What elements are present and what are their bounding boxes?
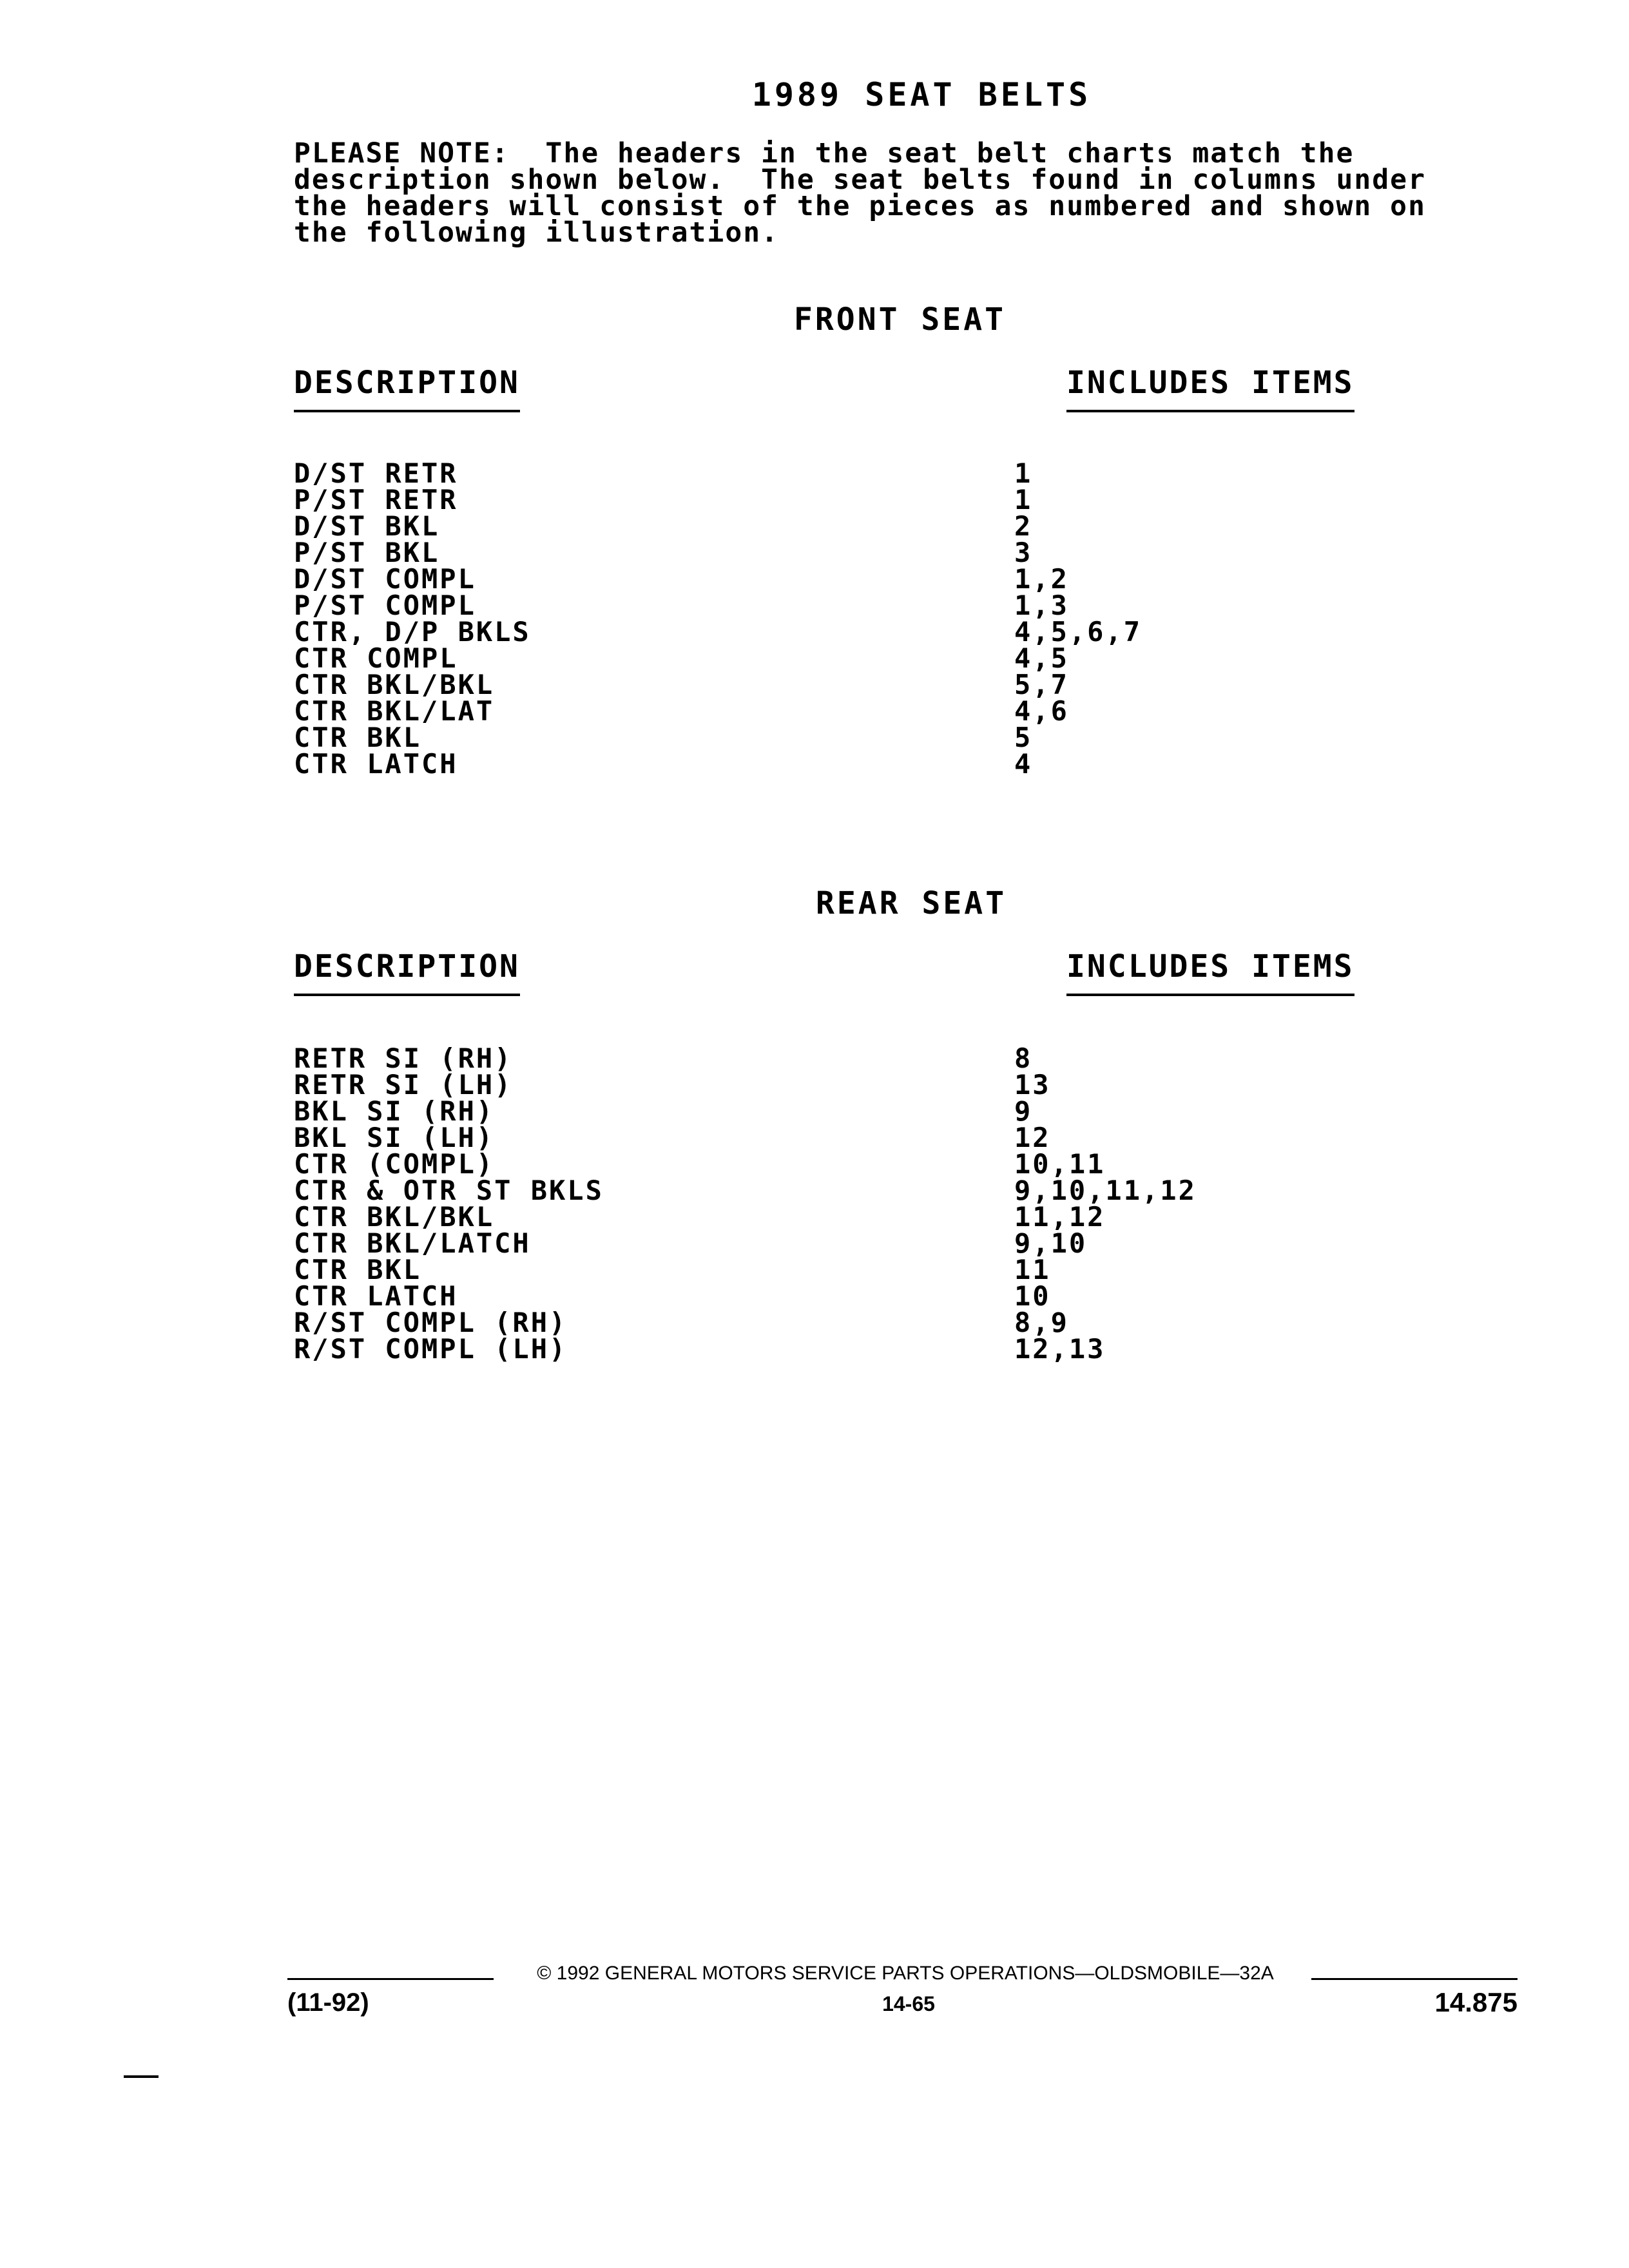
row-description: CTR BKL/BKL — [294, 669, 495, 700]
table-row — [294, 1280, 1401, 1312]
row-description: CTR BKL/LATCH — [294, 1227, 531, 1259]
row-items: 1 — [1014, 457, 1033, 489]
row-description: BKL SI (RH) — [294, 1095, 495, 1127]
row-items: 4,5 — [1014, 642, 1069, 674]
table-row — [294, 1256, 1401, 1283]
rear-includes-items-header: INCLUDES ITEMS — [1066, 948, 1354, 996]
row-items: 13 — [1014, 1069, 1051, 1100]
table-row — [294, 1069, 1401, 1100]
note-line: PLEASE NOTE: The headers in the seat belt charts match the — [294, 137, 1354, 169]
row-description: P/ST RETR — [294, 484, 458, 515]
row-items: 5,7 — [1014, 669, 1069, 700]
note-line: description shown below. The seat belts found in columns under — [294, 164, 1426, 196]
table-row — [294, 539, 1401, 566]
row-description: D/ST COMPL — [294, 563, 476, 595]
row-items: 11,12 — [1014, 1201, 1106, 1233]
footer-rule-left — [287, 1978, 494, 1980]
row-items: 4,5,6,7 — [1014, 616, 1142, 648]
footer-revision-date: (11-92) — [287, 1988, 369, 2017]
row-description: CTR BKL — [294, 722, 422, 753]
table-row — [294, 510, 1401, 542]
row-items: 2 — [1014, 510, 1033, 542]
row-description: CTR LATCH — [294, 1280, 458, 1312]
table-row — [294, 671, 1401, 698]
table-row — [294, 1177, 1401, 1204]
table-row — [294, 457, 1401, 489]
row-items: 12,13 — [1014, 1333, 1106, 1365]
row-items: 10,11 — [1014, 1148, 1106, 1180]
footer-section-reference: 14.875 — [1434, 1987, 1518, 2017]
table-row — [294, 563, 1401, 595]
table-row — [294, 748, 1401, 780]
rear-description-header: DESCRIPTION — [294, 948, 520, 996]
row-description: RETR SI (RH) — [294, 1043, 513, 1074]
table-row — [294, 1309, 1401, 1336]
row-description: R/ST COMPL (LH) — [294, 1333, 568, 1365]
row-description: R/ST COMPL (RH) — [294, 1307, 568, 1338]
please-note-paragraph — [294, 137, 1557, 249]
row-items: 9,10,11,12 — [1014, 1175, 1197, 1206]
front-seat-title: FRONT SEAT — [794, 302, 1006, 338]
row-description: CTR BKL/LAT — [294, 695, 495, 727]
row-items: 1,2 — [1014, 563, 1069, 595]
table-row — [294, 1045, 1401, 1072]
row-description: D/ST RETR — [294, 457, 458, 489]
row-items: 5 — [1014, 722, 1033, 753]
table-row — [294, 1201, 1401, 1233]
row-description: RETR SI (LH) — [294, 1069, 513, 1100]
table-row — [294, 695, 1401, 727]
row-items: 4,6 — [1014, 695, 1069, 727]
note-line: the headers will consist of the pieces as numbered and shown on — [294, 190, 1426, 222]
front-seat-table — [294, 457, 1401, 780]
table-row — [294, 616, 1401, 648]
row-items: 10 — [1014, 1280, 1051, 1312]
table-row — [294, 724, 1401, 751]
rear-seat-title: REAR SEAT — [816, 885, 1007, 921]
table-row — [294, 642, 1401, 674]
row-items: 1 — [1014, 484, 1033, 515]
row-description: BKL SI (LH) — [294, 1122, 495, 1153]
table-row — [294, 1333, 1401, 1365]
row-items: 12 — [1014, 1122, 1051, 1153]
table-row — [294, 1095, 1401, 1127]
row-items: 9 — [1014, 1095, 1033, 1127]
margin-mark — [124, 2075, 159, 2078]
footer-page-number: 14-65 — [882, 1992, 935, 2015]
front-includes-items-header: INCLUDES ITEMS — [1066, 365, 1354, 412]
row-description: P/ST BKL — [294, 537, 440, 568]
table-row — [294, 1148, 1401, 1180]
table-row — [294, 592, 1401, 619]
row-description: CTR BKL/BKL — [294, 1201, 495, 1233]
row-items: 8 — [1014, 1043, 1033, 1074]
table-row — [294, 1227, 1401, 1259]
row-items: 11 — [1014, 1254, 1051, 1285]
footer-rule-right — [1311, 1978, 1518, 1980]
row-items: 9,10 — [1014, 1227, 1088, 1259]
row-description: CTR & OTR ST BKLS — [294, 1175, 604, 1206]
page-title: 1989 SEAT BELTS — [751, 76, 1092, 113]
table-row — [294, 486, 1401, 513]
table-row — [294, 1124, 1401, 1151]
row-description: CTR (COMPL) — [294, 1148, 495, 1180]
rear-seat-table — [294, 1043, 1401, 1365]
row-items: 3 — [1014, 537, 1033, 568]
row-items: 4 — [1014, 748, 1033, 780]
row-description: D/ST BKL — [294, 510, 440, 542]
row-description: CTR, D/P BKLS — [294, 616, 531, 648]
row-items: 1,3 — [1014, 590, 1069, 621]
footer-copyright: © 1992 GENERAL MOTORS SERVICE PARTS OPERATIONS—OLDSMOBILE—32A — [537, 1963, 1274, 1984]
row-description: CTR BKL — [294, 1254, 422, 1285]
row-description: P/ST COMPL — [294, 590, 476, 621]
note-line: the following illustration. — [294, 216, 779, 249]
row-description: CTR LATCH — [294, 748, 458, 780]
row-description: CTR COMPL — [294, 642, 458, 674]
row-items: 8,9 — [1014, 1307, 1069, 1338]
front-description-header: DESCRIPTION — [294, 365, 520, 412]
